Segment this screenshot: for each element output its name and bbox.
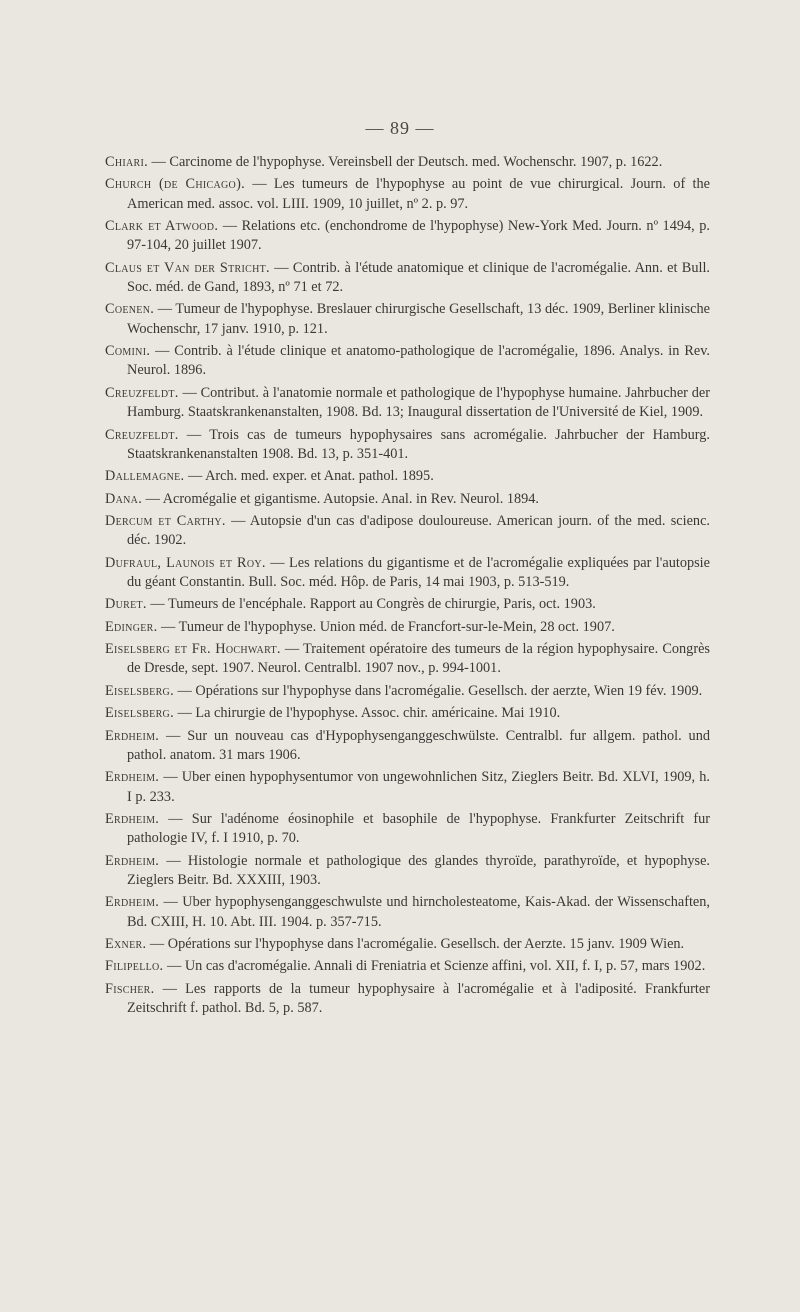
- entry-text: — Tumeurs de l'encéphale. Rapport au Congrès de chirurgie, Paris, oct. 1903.: [146, 596, 596, 613]
- bibliography-entry: [105, 467, 710, 486]
- entry-text: — Un cas d'acromégalie. Annali di Freniatria et Scienze affini, vol. XII, f. I, p. 57, mars 1902.: [163, 958, 706, 975]
- entry-author: Dana.: [105, 490, 143, 507]
- entry-text: — Opérations sur l'hypophyse dans l'acromégalie. Gesellsch. der Aerzte. 15 janv. 1909 Wien.: [146, 936, 685, 953]
- bibliography-entry: [105, 490, 710, 509]
- bibliography-entry: [105, 980, 710, 1019]
- entry-text: — Tumeur de l'hypophyse. Breslauer chirurgische Gesellschaft, 13 déc. 1909, Berliner klinische Wochenschr, 17 janv. 1910, p. 121.: [127, 301, 710, 337]
- bibliography-entry: [105, 682, 710, 701]
- entry-author: Eiselsberg.: [105, 682, 174, 699]
- bibliography-entry: [105, 852, 710, 891]
- bibliography-entry: [105, 512, 710, 551]
- bibliography-entry: [105, 300, 710, 339]
- bibliography-entry: [105, 704, 710, 723]
- bibliography-entry: [105, 595, 710, 614]
- entry-text: — Sur l'adénome éosinophile et basophile de l'hypophyse. Frankfurter Zeitschrift fur pathologie IV, f. I 1910, p. 70.: [127, 810, 710, 847]
- entry-text: — La chirurgie de l'hypophyse. Assoc. chir. américaine. Mai 1910.: [173, 705, 561, 722]
- entry-author: Dallemagne.: [105, 468, 185, 485]
- entry-author: Dercum et Carthy.: [105, 512, 226, 529]
- bibliography-entry: [105, 957, 710, 976]
- entry-author: Edinger.: [105, 618, 158, 635]
- entry-author: Erdheim.: [105, 894, 160, 911]
- bibliography-entry: [105, 217, 710, 256]
- entry-author: Fischer.: [105, 980, 155, 997]
- bibliography-list: [105, 153, 710, 1022]
- entry-author: Duret.: [105, 596, 147, 613]
- entry-text: — Contribut. à l'anatomie normale et pathologique de l'hypophyse humaine. Jahrbucher der Hamburg. Staatskrankenanstalten, 1908. Bd. 13; Inaugural dissertation de l'Université de Kiel, 1909.: [127, 384, 710, 421]
- entry-text: — Arch. med. exper. et Anat. pathol. 1895.: [184, 468, 434, 485]
- entry-author: Chiari.: [105, 154, 148, 170]
- entry-author: Eiselsberg et Fr. Hochwart.: [105, 641, 281, 658]
- entry-author: Coenen.: [105, 301, 155, 318]
- entry-text: — Acromégalie et gigantisme. Autopsie. Anal. in Rev. Neurol. 1894.: [142, 490, 540, 507]
- bibliography-entry: [105, 893, 710, 932]
- entry-text: — Traitement opératoire des tumeurs de la région hypophysaire. Congrès de Dresde, sept. 1907. Neurol. Centralbl. 1907 nov., p. 994-1001.: [127, 641, 710, 677]
- bibliography-entry: [105, 384, 710, 423]
- bibliography-entry: [105, 618, 710, 637]
- entry-text: — Contrib. à l'étude anatomique et clinique de l'acromégalie. Ann. et Bull. Soc. méd. de Gand, 1893, nº 71 et 72.: [127, 259, 711, 296]
- entry-author: Clark et Atwood.: [105, 218, 219, 235]
- bibliography-entry: [105, 935, 710, 954]
- entry-author: Creuzfeldt.: [105, 384, 179, 401]
- entry-text: — Autopsie d'un cas d'adipose douloureuse. American journ. of the med. scienc. déc. 1902.: [127, 512, 710, 549]
- bibliography-entry: [105, 259, 710, 298]
- entry-text: — Les relations du gigantisme et de l'acromégalie expliquées par l'autopsie du géant Constantin. Bull. Soc. méd. Hôp. de Paris, 14 mai 1903, p. 513-519.: [127, 554, 710, 590]
- bibliography-entry: [105, 554, 710, 593]
- entry-text: — Opérations sur l'hypophyse dans l'acromégalie. Gesellsch. der aerzte, Wien 19 fév. 1909.: [173, 682, 703, 699]
- entry-author: Dufraul, Launois et Roy.: [105, 554, 266, 571]
- entry-author: Erdheim.: [105, 810, 160, 827]
- bibliography-entry: [105, 153, 710, 172]
- bibliography-entry: [105, 640, 710, 679]
- entry-text: — Relations etc. (enchondrome de l'hypophyse) New-York Med. Journ. nº 1494, p. 97-104, 20 juillet 1907.: [127, 218, 710, 254]
- entry-text: — Trois cas de tumeurs hypophysaires sans acromégalie. Jahrbucher der Hamburg. Staatskrankenanstalten 1908. Bd. 13, p. 351-401.: [127, 426, 710, 462]
- bibliography-entry: [105, 342, 710, 381]
- entry-text: — Contrib. à l'étude clinique et anatomo-pathologique de l'acromégalie, 1896. Analys. in Rev. Neurol. 1896.: [127, 343, 710, 379]
- entry-author: Creuzfeldt.: [105, 426, 179, 443]
- entry-author: Filipello.: [105, 958, 164, 975]
- bibliography-entry: [105, 175, 710, 214]
- bibliography-entry: [105, 727, 710, 766]
- entry-author: Church (de Chicago).: [105, 176, 246, 193]
- entry-text: — Tumeur de l'hypophyse. Union méd. de Francfort-sur-le-Mein, 28 oct. 1907.: [157, 618, 615, 635]
- entry-author: Comini.: [105, 343, 151, 360]
- entry-text: — Uber hypophysenganggeschwulste und hirncholesteatome, Kais-Akad. der Wissenschaften, Bd. CXIII, H. 10. Abt. III. 1904. p. 357-715.: [127, 894, 710, 930]
- entry-text: — Uber einen hypophysentumor von ungewohnlichen Sitz, Zieglers Beitr. Bd. XLVI, 1909, h. I p. 233.: [127, 769, 710, 805]
- entry-text: — Sur un nouveau cas d'Hypophysenganggeschwülste. Centralbl. fur allgem. pathol. und pathol. anatom. 31 mars 1906.: [127, 727, 710, 763]
- entry-text: — Les rapports de la tumeur hypophysaire à l'acromégalie et à l'adiposité. Frankfurter Zeitschrift f. pathol. Bd. 5, p. 587.: [127, 980, 710, 1017]
- bibliography-entry: [105, 810, 710, 849]
- entry-author: Claus et Van der Stricht.: [105, 259, 270, 276]
- bibliography-entry: [105, 768, 710, 807]
- entry-author: Erdheim.: [105, 727, 160, 744]
- page-number: — 89 —: [365, 118, 435, 138]
- entry-text: — Carcinome de l'hypophyse. Vereinsbell der Deutsch. med. Wochenschr. 1907, p. 1622.: [147, 154, 663, 170]
- entry-author: Erdheim.: [105, 852, 160, 869]
- entry-text: — Histologie normale et pathologique des glandes thyroïde, parathyroïde, et hypophyse. Zieglers Beitr. Bd. XXXIII, 1903.: [127, 852, 710, 888]
- entry-author: Erdheim.: [105, 769, 160, 786]
- bibliography-entry: [105, 426, 710, 465]
- entry-text: — Les tumeurs de l'hypophyse au point de vue chirurgical. Journ. of the American med. assoc. vol. LIII. 1909, 10 juillet, nº 2. p. 97.: [127, 176, 710, 212]
- entry-author: Eiselsberg.: [105, 705, 174, 722]
- entry-author: Exner.: [105, 936, 147, 953]
